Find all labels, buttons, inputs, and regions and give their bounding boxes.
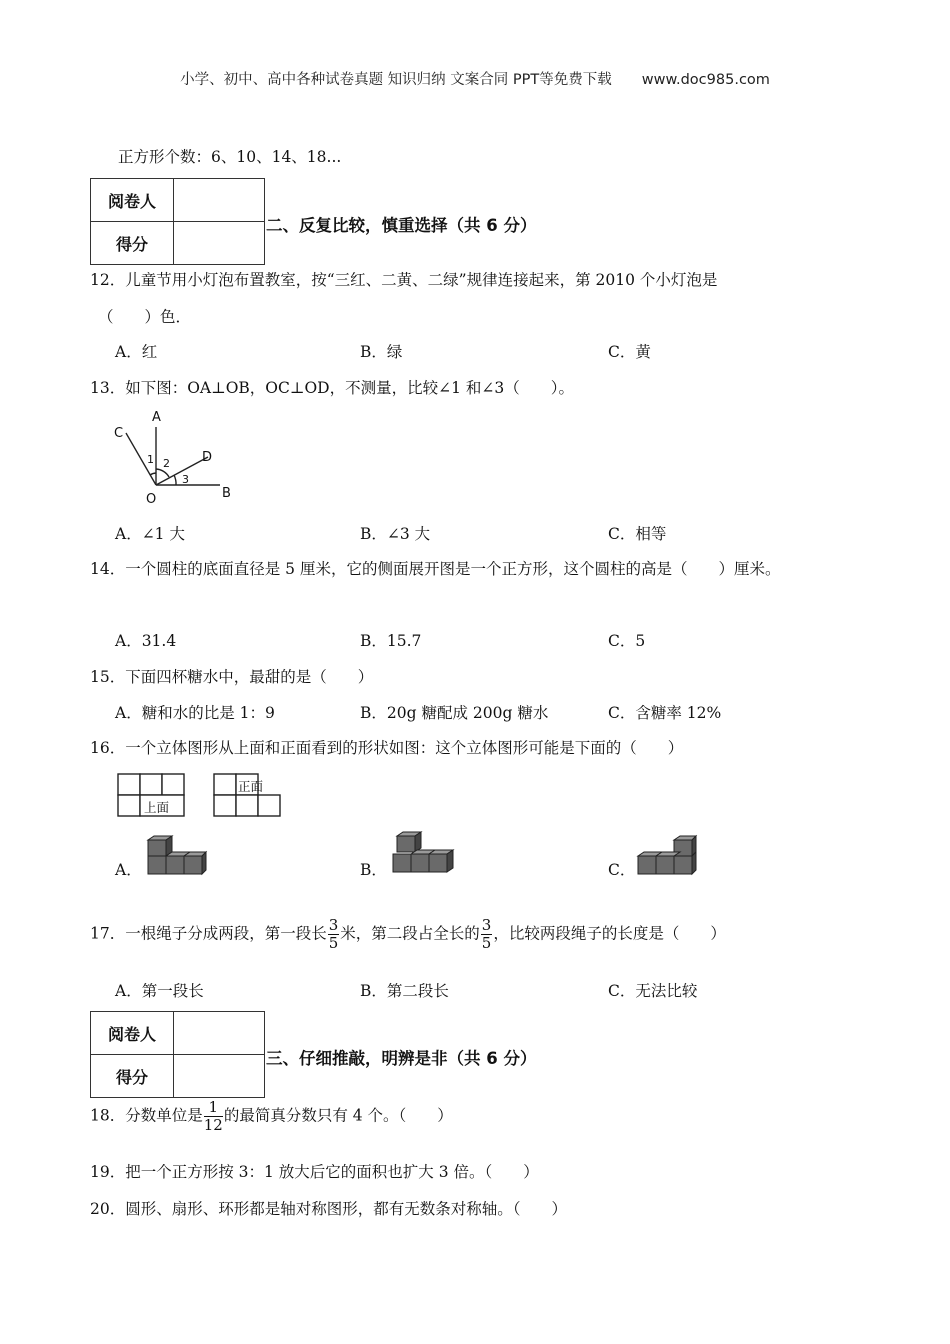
page-header bbox=[0, 68, 950, 89]
section3-title: 三、仔细推敲，明辨是非（共 6 分） bbox=[266, 1049, 537, 1068]
q19-text: 19．把一个正方形按 3：1 放大后它的面积也扩大 3 倍。（ ） bbox=[90, 1163, 539, 1181]
q12-option-a[interactable]: A．红 bbox=[115, 343, 158, 361]
score-label: 得分 bbox=[91, 222, 174, 265]
q12-text: 12．儿童节用小灯泡布置教室，按“三红、二黄、二绿”规律连接起来，第 2010 个小灯泡是 bbox=[90, 271, 718, 289]
q14-option-a[interactable]: A．31.4 bbox=[115, 632, 177, 650]
q13-angle-figure bbox=[108, 405, 243, 507]
q12-option-b[interactable]: B．绿 bbox=[360, 343, 403, 361]
label-o: O bbox=[146, 492, 157, 507]
angle-2-arc bbox=[156, 469, 169, 477]
label-angle-1: 1 bbox=[147, 453, 154, 466]
q15-option-b[interactable]: B．20g 糖配成 200g 糖水 bbox=[360, 704, 549, 722]
q15-text: 15．下面四杯糖水中，最甜的是（ ） bbox=[90, 668, 374, 686]
label-a: A bbox=[152, 410, 161, 425]
q16-option-c-cubes[interactable] bbox=[636, 834, 698, 876]
header-text: 小学、初中、高中各种试卷真题 知识归纳 文案合同 PPT等免费下载 bbox=[180, 72, 612, 88]
q12-text2: （ ）色． bbox=[98, 308, 192, 326]
q18-fraction bbox=[204, 1100, 223, 1133]
q14-option-b[interactable]: B．15.7 bbox=[360, 632, 422, 650]
q17-option-b[interactable]: B．第二段长 bbox=[360, 982, 449, 1000]
header-site: www.doc985.com bbox=[641, 72, 770, 88]
q17-frac2-num: 3 bbox=[481, 916, 492, 934]
q18-frac-num: 1 bbox=[204, 1100, 223, 1117]
q16-text: 16．一个立体图形从上面和正面看到的形状如图：这个立体图形可能是下面的（ ） bbox=[90, 739, 684, 757]
reviewer-cell bbox=[174, 1012, 265, 1055]
q20-text: 20．圆形、扇形、环形都是轴对称图形，都有无数条对称轴。（ ） bbox=[90, 1200, 567, 1218]
label-angle-2: 2 bbox=[163, 457, 170, 470]
q12-option-c[interactable]: C．黄 bbox=[608, 343, 651, 361]
q13-option-c[interactable]: C．相等 bbox=[608, 525, 667, 543]
score-box-section3 bbox=[90, 1011, 265, 1098]
q17-frac1-num: 3 bbox=[328, 916, 339, 934]
q17-frac2-den: 5 bbox=[481, 934, 492, 952]
angle-3-arc bbox=[174, 475, 176, 485]
label-d: D bbox=[202, 450, 213, 465]
q18-text bbox=[90, 1100, 453, 1133]
reviewer-cell bbox=[174, 179, 265, 222]
score-cell bbox=[174, 222, 265, 265]
q18-text-b: 的最简真分数只有 4 个。（ ） bbox=[223, 1106, 453, 1125]
front-view-label: 正面 bbox=[238, 779, 264, 794]
q16-option-a[interactable]: A． bbox=[115, 861, 142, 879]
q15-option-a[interactable]: A．糖和水的比是 1：9 bbox=[115, 704, 275, 722]
section2-title: 二、反复比较，慎重选择（共 6 分） bbox=[266, 216, 537, 235]
q17-text-b: 米，第二段占全长的 bbox=[340, 924, 480, 943]
q16-option-a-cubes[interactable] bbox=[146, 834, 208, 876]
q17-text-a: 17．一根绳子分成两段，第一段长 bbox=[90, 924, 327, 943]
top-view-label: 上面 bbox=[144, 800, 170, 815]
label-angle-3: 3 bbox=[182, 473, 189, 486]
q17-fraction-1 bbox=[328, 918, 340, 951]
q17-text-c: ，比较两段绳子的长度是（ ） bbox=[493, 924, 726, 943]
reviewer-label: 阅卷人 bbox=[91, 1012, 174, 1055]
q13-option-a[interactable]: A．∠1 大 bbox=[115, 525, 185, 543]
q17-text bbox=[90, 918, 726, 951]
score-label: 得分 bbox=[91, 1055, 174, 1098]
q16-views-figure bbox=[114, 772, 289, 820]
label-b: B bbox=[222, 486, 231, 501]
q16-option-c[interactable]: C． bbox=[608, 861, 636, 879]
q18-text-a: 18．分数单位是 bbox=[90, 1106, 203, 1125]
q17-frac1-den: 5 bbox=[328, 934, 339, 952]
q13-option-b[interactable]: B．∠3 大 bbox=[360, 525, 431, 543]
q17-option-c[interactable]: C．无法比较 bbox=[608, 982, 698, 1000]
q17-option-a[interactable]: A．第一段长 bbox=[115, 982, 204, 1000]
q17-fraction-2 bbox=[481, 918, 493, 951]
q15-option-c[interactable]: C．含糖率 12% bbox=[608, 704, 722, 722]
q16-option-b[interactable]: B． bbox=[360, 861, 387, 879]
q13-text: 13．如下图：OA⊥OB，OC⊥OD，不测量，比较∠1 和∠3（ ）。 bbox=[90, 379, 574, 397]
q18-frac-den: 12 bbox=[203, 1116, 223, 1134]
q16-option-b-cubes[interactable] bbox=[391, 830, 455, 874]
label-c: C bbox=[114, 426, 124, 441]
score-cell bbox=[174, 1055, 265, 1098]
score-box-section2 bbox=[90, 178, 265, 265]
q14-text: 14．一个圆柱的底面直径是 5 厘米，它的侧面展开图是一个正方形，这个圆柱的高是（ ）厘米。 bbox=[90, 560, 781, 578]
angle-1-arc bbox=[150, 473, 156, 475]
reviewer-label: 阅卷人 bbox=[91, 179, 174, 222]
intro-line: 正方形个数：6、10、14、18... bbox=[118, 148, 342, 166]
q14-option-c[interactable]: C．5 bbox=[608, 632, 646, 650]
